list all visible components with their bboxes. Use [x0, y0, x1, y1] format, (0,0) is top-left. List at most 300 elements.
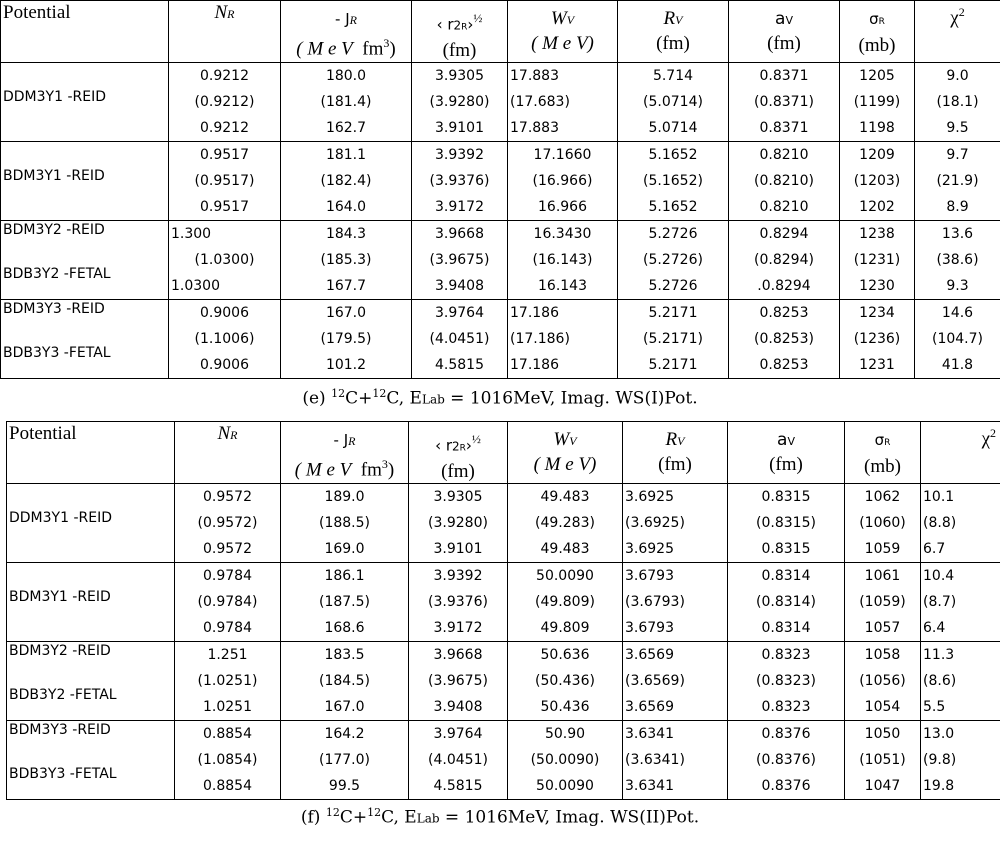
table-cell: (1051) — [859, 752, 906, 769]
table-cell: 13.0 — [923, 726, 955, 743]
table-cell: 50.0090 — [536, 778, 594, 795]
table-cell: (1199) — [853, 94, 901, 111]
value-cell-av — [728, 721, 845, 800]
table-cell: 41.8 — [941, 357, 974, 374]
table-cell: 19.8 — [923, 778, 955, 795]
table-cell: (1.0300) — [194, 252, 255, 269]
table-cell: 3.9392 — [435, 147, 484, 164]
table-cell: 168.6 — [324, 620, 365, 637]
value-cell-chi — [915, 63, 1000, 142]
header-wv: WV ( M e V) — [508, 422, 623, 484]
table-cell: (16.143) — [532, 252, 593, 269]
value-cell-av — [728, 484, 845, 563]
table-cell: (8.8) — [923, 515, 957, 532]
table-cell: 50.90 — [544, 726, 586, 743]
table-cell: (49.809) — [535, 594, 595, 611]
table-cell: 3.9764 — [435, 305, 484, 322]
table-cell: 9.7 — [946, 147, 969, 164]
value-cell-nr — [175, 563, 281, 642]
table-cell: 181.1 — [325, 147, 367, 164]
table-cell: 10.4 — [923, 568, 955, 585]
potential-label: BDB3Y2 -FETAL — [3, 266, 111, 283]
table-cell: (104.7) — [931, 331, 983, 348]
table-cell: 49.809 — [540, 620, 590, 637]
potential-label: BDB3Y3 -FETAL — [9, 766, 117, 783]
table-cell: (17.683) — [510, 94, 570, 111]
table-cell: (8.7) — [923, 594, 957, 611]
table-cell: 3.6925 — [625, 489, 674, 506]
table-cell: 0.8315 — [761, 489, 811, 506]
value-cell-chi — [915, 300, 1000, 379]
value-cell-nr — [169, 300, 281, 379]
value-cell-wv — [508, 563, 623, 642]
potential-name-cell — [1, 63, 169, 142]
table-cell: (3.6569) — [625, 673, 685, 690]
table-cell: 1.251 — [207, 647, 248, 664]
potential-name-cell — [7, 484, 175, 563]
table-cell: (187.5) — [318, 594, 370, 611]
potential-label: BDM3Y3 -REID — [3, 301, 105, 318]
table-cell: 1234 — [859, 305, 895, 322]
table-cell: 1054 — [864, 699, 901, 716]
value-cell-wv — [508, 721, 623, 800]
value-cell-chi — [915, 142, 1000, 221]
value-cell-nr — [175, 721, 281, 800]
value-cell-wv — [508, 221, 618, 300]
table-cell: 16.3430 — [533, 226, 592, 243]
table-cell: 164.0 — [325, 199, 367, 216]
table-cell: (182.4) — [320, 173, 372, 190]
table-cell: (184.5) — [318, 673, 370, 690]
table-cell: 5.2726 — [648, 278, 698, 295]
table-cell: 3.6793 — [625, 568, 674, 585]
table-cell: 180.0 — [325, 68, 367, 85]
table-cell: 0.8376 — [761, 778, 811, 795]
table-cell: 16.966 — [538, 199, 587, 216]
table-cell: 11.3 — [923, 647, 955, 664]
table-cell: 3.9668 — [435, 226, 484, 243]
value-cell-rv — [623, 721, 728, 800]
potential-label: DDM3Y1 -REID — [3, 89, 106, 106]
table-cell: 1230 — [859, 278, 895, 295]
table-cell: 4.5815 — [435, 357, 484, 374]
table-cell: 50.636 — [540, 647, 590, 664]
table-cell: 0.8210 — [759, 147, 809, 164]
value-cell-wv — [508, 642, 623, 721]
table-cell: 6.7 — [923, 541, 946, 558]
header-rv: RV (fm) — [618, 1, 729, 63]
table-cell: (8.6) — [923, 673, 957, 690]
table-cell: 1238 — [859, 226, 895, 243]
table-cell: 1231 — [859, 357, 895, 374]
value-cell-chi — [921, 484, 1000, 563]
table-cell: 3.9668 — [433, 647, 483, 664]
table-cell: (1060) — [859, 515, 906, 532]
table-cell: (0.8376) — [756, 752, 816, 769]
value-cell-sr — [840, 221, 915, 300]
table-cell: 1062 — [864, 489, 901, 506]
table-cell: 16.143 — [538, 278, 587, 295]
table-row-group — [1, 300, 1000, 379]
value-cell-chi — [921, 642, 1000, 721]
table-cell: 17.883 — [510, 68, 559, 85]
table-cell: (3.9376) — [429, 173, 490, 190]
table-cell: 169.0 — [324, 541, 365, 558]
value-cell-nr — [175, 484, 281, 563]
table-cell: 0.8253 — [759, 357, 809, 374]
table-cell: (0.8371) — [754, 94, 814, 111]
table-cell: 0.9006 — [200, 305, 249, 322]
table-cell: 13.6 — [941, 226, 974, 243]
value-cell-r2 — [412, 300, 508, 379]
potential-label: BDM3Y2 -REID — [3, 222, 105, 239]
table-cell: 9.3 — [946, 278, 969, 295]
table-cell: 0.9517 — [200, 199, 249, 216]
table-cell: 5.1652 — [648, 147, 698, 164]
table-cell: 49.483 — [540, 489, 590, 506]
header-potential: Potential — [7, 422, 175, 484]
table-cell: 3.9392 — [433, 568, 483, 585]
table-cell: 101.2 — [325, 357, 367, 374]
table-cell: (179.5) — [320, 331, 372, 348]
value-cell-jr — [281, 63, 412, 142]
header-wv: WV ( M e V) — [508, 1, 618, 63]
table-cell: 3.9408 — [433, 699, 483, 716]
table-cell: 0.8294 — [759, 226, 809, 243]
table-cell: 167.0 — [325, 305, 367, 322]
table-cell: 50.436 — [540, 699, 590, 716]
table-cell: (0.9517) — [194, 173, 255, 190]
table-cell: (0.8294) — [754, 252, 814, 269]
value-cell-jr — [281, 721, 409, 800]
table-cell: (5.0714) — [643, 94, 703, 111]
table-cell: (5.2726) — [643, 252, 703, 269]
header-rv: RV (fm) — [623, 422, 728, 484]
table-cell: 0.9572 — [203, 489, 252, 506]
value-cell-nr — [169, 221, 281, 300]
table-cell: 17.1660 — [533, 147, 592, 164]
results-table-e — [0, 0, 1000, 379]
potential-name-cell — [7, 563, 175, 642]
table-cell: (0.8323) — [756, 673, 816, 690]
table-cell: 49.483 — [540, 541, 590, 558]
table-header-row — [1, 1, 1000, 63]
value-cell-chi — [915, 221, 1000, 300]
table-cell: 17.186 — [510, 357, 559, 374]
table-cell: 99.5 — [328, 778, 361, 795]
table-cell: 189.0 — [324, 489, 365, 506]
header-sigma: σR (mb) — [840, 1, 915, 63]
table-cell: 9.5 — [946, 120, 969, 137]
table-cell: (18.1) — [936, 94, 979, 111]
value-cell-jr — [281, 142, 412, 221]
header-chi2: $\chi^2$ — [915, 1, 1000, 63]
table-cell: (16.966) — [532, 173, 593, 190]
table-body-e — [1, 63, 1000, 379]
table-cell: 1205 — [859, 68, 895, 85]
header-r2: ‹ r2R›$^{\frac{1}{2}}$ (fm) — [409, 422, 508, 484]
value-cell-av — [729, 300, 840, 379]
table-cell: 3.6569 — [625, 647, 674, 664]
table-cell: 164.2 — [324, 726, 365, 743]
table-cell: (0.9212) — [194, 94, 255, 111]
table-header-row — [7, 422, 1000, 484]
table-cell: 0.8315 — [761, 541, 811, 558]
value-cell-r2 — [412, 142, 508, 221]
potential-label: BDB3Y3 -FETAL — [3, 345, 111, 362]
table-cell: 3.9408 — [435, 278, 484, 295]
table-cell: 50.0090 — [536, 568, 594, 585]
table-cell: 0.8854 — [203, 778, 252, 795]
table-cell: (3.6793) — [625, 594, 685, 611]
caption-f: (f) $^{12}$C+$^{12}$C, ELab = 1016MeV, Imag. WS(II)Pot. — [300, 806, 700, 828]
value-cell-r2 — [409, 563, 508, 642]
table-cell: (0.8315) — [756, 515, 816, 532]
potential-name-cell — [7, 642, 175, 721]
potential-label: BDM3Y2 -REID — [9, 643, 111, 660]
header-jr: - JR ( M e V $fm^3$) — [281, 1, 412, 63]
table-cell: (188.5) — [318, 515, 370, 532]
value-cell-wv — [508, 142, 618, 221]
table-cell: 1209 — [859, 147, 895, 164]
value-cell-rv — [618, 221, 729, 300]
table-row-group — [7, 721, 1000, 800]
value-cell-rv — [618, 142, 729, 221]
value-cell-sr — [845, 484, 921, 563]
table-cell: (50.0090) — [530, 752, 600, 769]
table-cell: (3.9675) — [429, 252, 490, 269]
table-cell: 17.186 — [510, 305, 559, 322]
value-cell-r2 — [409, 642, 508, 721]
value-cell-av — [729, 221, 840, 300]
table-cell: (181.4) — [320, 94, 372, 111]
table-cell: 0.9006 — [200, 357, 249, 374]
table-cell: (3.9280) — [429, 94, 490, 111]
table-cell: 167.7 — [325, 278, 367, 295]
table-cell: (0.8314) — [756, 594, 816, 611]
table-cell: 9.0 — [946, 68, 969, 85]
value-cell-av — [729, 142, 840, 221]
table-cell: 8.9 — [946, 199, 969, 216]
table-cell: (3.9280) — [428, 515, 488, 532]
table-row-group — [7, 484, 1000, 563]
table-row-group — [1, 63, 1000, 142]
table-cell: (3.6341) — [625, 752, 685, 769]
table-cell: 3.6793 — [625, 620, 674, 637]
potential-label: BDM3Y1 -REID — [3, 168, 105, 185]
potential-name-cell — [1, 300, 169, 379]
value-cell-jr — [281, 642, 409, 721]
table-cell: 3.6341 — [625, 726, 674, 743]
table-cell: 3.9172 — [435, 199, 484, 216]
value-cell-chi — [921, 721, 1000, 800]
value-cell-nr — [175, 642, 281, 721]
table-cell: 0.8323 — [761, 699, 811, 716]
table-cell: (3.9376) — [428, 594, 488, 611]
potential-name-cell — [1, 221, 169, 300]
value-cell-wv — [508, 63, 618, 142]
table-cell: 14.6 — [941, 305, 974, 322]
potential-label: BDM3Y3 -REID — [9, 722, 111, 739]
table-cell: 0.8323 — [761, 647, 811, 664]
value-cell-av — [728, 563, 845, 642]
table-cell: 1.0300 — [171, 278, 220, 295]
table-cell: 1059 — [864, 541, 901, 558]
table-cell: 5.2726 — [648, 226, 698, 243]
table-cell: 167.0 — [324, 699, 365, 716]
header-nr: NR — [169, 1, 281, 63]
potential-label: DDM3Y1 -REID — [9, 510, 112, 527]
table-cell: 0.8253 — [759, 305, 809, 322]
value-cell-sr — [840, 300, 915, 379]
table-cell: (185.3) — [320, 252, 372, 269]
header-nr: NR — [175, 422, 281, 484]
table-row-group — [7, 563, 1000, 642]
table-cell: (9.8) — [923, 752, 957, 769]
table-cell: 3.6341 — [625, 778, 674, 795]
table-body-f — [7, 484, 1000, 800]
potential-name-cell — [1, 142, 169, 221]
table-cell: (4.0451) — [429, 331, 490, 348]
table-cell: 5.1652 — [648, 199, 698, 216]
table-cell: 1.0251 — [203, 699, 252, 716]
table-cell: 3.6569 — [625, 699, 674, 716]
value-cell-chi — [921, 563, 1000, 642]
table-cell: (1056) — [859, 673, 906, 690]
table-cell: 0.8376 — [761, 726, 811, 743]
table-cell: (0.8253) — [754, 331, 814, 348]
value-cell-sr — [845, 642, 921, 721]
table-cell: 1057 — [864, 620, 901, 637]
table-row-group — [1, 142, 1000, 221]
header-sigma: σR (mb) — [845, 422, 921, 484]
value-cell-jr — [281, 563, 409, 642]
table-cell: .0.8294 — [757, 278, 811, 295]
header-potential: Potential — [1, 1, 169, 63]
header-jr: - JR ( M e V $fm^3$) — [281, 422, 409, 484]
value-cell-jr — [281, 484, 409, 563]
table-cell: 0.8371 — [759, 120, 809, 137]
table-cell: 162.7 — [325, 120, 367, 137]
table-cell: (3.6925) — [625, 515, 685, 532]
table-cell: 0.9212 — [200, 68, 249, 85]
table-cell: 0.8371 — [759, 68, 809, 85]
table-cell: 3.9305 — [435, 68, 484, 85]
header-chi2: $\chi^2$ — [921, 422, 1000, 484]
table-cell: 1050 — [864, 726, 901, 743]
value-cell-jr — [281, 221, 412, 300]
table-cell: 0.8314 — [761, 620, 811, 637]
table-cell: (0.9572) — [197, 515, 258, 532]
value-cell-r2 — [412, 221, 508, 300]
table-cell: (3.9675) — [428, 673, 488, 690]
table-cell: 6.4 — [923, 620, 946, 637]
table-cell: 0.8854 — [203, 726, 252, 743]
header-av: aV (fm) — [728, 422, 845, 484]
table-cell: 5.714 — [652, 68, 694, 85]
table-cell: 3.9172 — [433, 620, 483, 637]
value-cell-wv — [508, 300, 618, 379]
table-cell: (1.1006) — [194, 331, 255, 348]
value-cell-rv — [623, 642, 728, 721]
table-cell: 1047 — [864, 778, 901, 795]
table-cell: (1059) — [859, 594, 906, 611]
value-cell-rv — [623, 484, 728, 563]
table-cell: (49.283) — [535, 515, 595, 532]
table-cell: 4.5815 — [433, 778, 483, 795]
table-cell: 3.9305 — [433, 489, 483, 506]
value-cell-r2 — [412, 63, 508, 142]
table-cell: (0.8210) — [754, 173, 814, 190]
table-cell: 1202 — [859, 199, 895, 216]
value-cell-jr — [281, 300, 412, 379]
table-cell: (4.0451) — [428, 752, 488, 769]
table-cell: 1061 — [864, 568, 901, 585]
table-cell: (1.0854) — [197, 752, 258, 769]
table-cell: 3.6925 — [625, 541, 674, 558]
table-cell: (5.2171) — [643, 331, 703, 348]
table-cell: 3.9101 — [435, 120, 484, 137]
header-r2: ‹ r2R›$^{\frac{1}{2}}$ (fm) — [412, 1, 508, 63]
table-cell: 0.9517 — [200, 147, 249, 164]
value-cell-nr — [169, 142, 281, 221]
table-cell: 5.2171 — [648, 305, 698, 322]
table-cell: 0.9212 — [200, 120, 249, 137]
table-cell: (5.1652) — [643, 173, 703, 190]
value-cell-r2 — [409, 721, 508, 800]
table-cell: 10.1 — [923, 489, 955, 506]
table-cell: 0.9572 — [203, 541, 252, 558]
table-cell: 1198 — [859, 120, 895, 137]
value-cell-sr — [845, 721, 921, 800]
potential-label: BDM3Y1 -REID — [9, 589, 111, 606]
table-cell: 0.8210 — [759, 199, 809, 216]
table-cell: 5.0714 — [648, 120, 698, 137]
table-cell: 5.2171 — [648, 357, 698, 374]
table-cell: 186.1 — [324, 568, 365, 585]
table-cell: 3.9101 — [433, 541, 483, 558]
value-cell-sr — [845, 563, 921, 642]
header-av: aV (fm) — [729, 1, 840, 63]
table-cell: (17.186) — [510, 331, 570, 348]
table-cell: 1.300 — [171, 226, 212, 243]
table-cell: (50.436) — [535, 673, 595, 690]
caption-e: (e) $^{12}$C+$^{12}$C, ELab = 1016MeV, Imag. WS(I)Pot. — [302, 387, 698, 409]
value-cell-rv — [618, 63, 729, 142]
table-cell: (177.0) — [318, 752, 370, 769]
table-cell: 17.883 — [510, 120, 559, 137]
value-cell-nr — [169, 63, 281, 142]
table-cell: (1236) — [853, 331, 901, 348]
table-cell: 5.5 — [923, 699, 946, 716]
results-table-f — [6, 421, 1000, 800]
table-row-group — [7, 642, 1000, 721]
table-row-group — [1, 221, 1000, 300]
value-cell-av — [728, 642, 845, 721]
potential-name-cell — [7, 721, 175, 800]
value-cell-av — [729, 63, 840, 142]
table-cell: (1203) — [853, 173, 901, 190]
table-cell: 183.5 — [324, 647, 365, 664]
value-cell-rv — [618, 300, 729, 379]
potential-label: BDB3Y2 -FETAL — [9, 687, 117, 704]
value-cell-sr — [840, 63, 915, 142]
value-cell-wv — [508, 484, 623, 563]
table-cell: (1.0251) — [197, 673, 258, 690]
value-cell-rv — [623, 563, 728, 642]
table-cell: 3.9764 — [433, 726, 483, 743]
table-cell: (38.6) — [936, 252, 979, 269]
